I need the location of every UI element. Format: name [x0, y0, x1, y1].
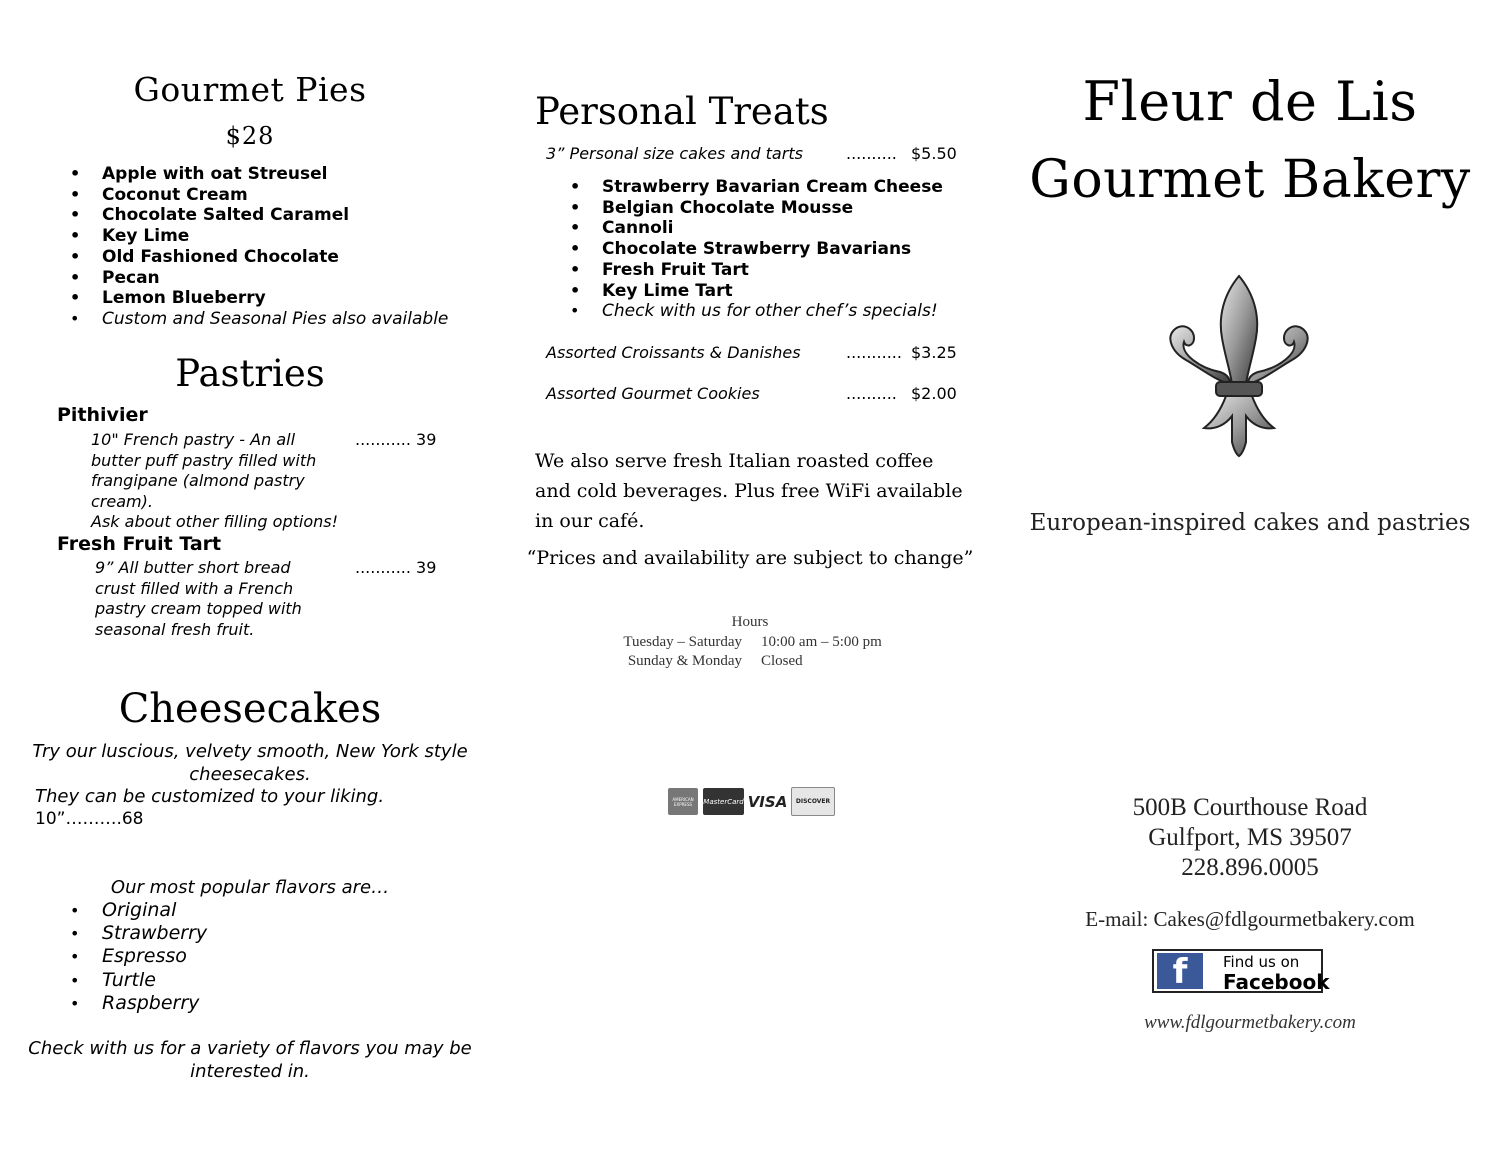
pie-name: Key Lime	[102, 226, 190, 247]
list-item: • Coconut Cream	[70, 184, 248, 205]
croissants-price: $3.25	[911, 343, 957, 362]
treat-name: Belgian Chocolate Mousse	[602, 197, 854, 218]
facebook-icon: f	[1157, 953, 1203, 989]
list-item: • Lemon Blueberry	[70, 288, 266, 309]
visa-card-icon: VISA	[749, 788, 786, 815]
list-item: • Pecan	[70, 267, 160, 288]
pies-price: $28	[225, 122, 275, 150]
list-item: • Raspberry	[70, 991, 200, 1014]
price-value: 39	[416, 558, 437, 577]
hours-days-text: Sunday & Monday	[627, 653, 742, 669]
email-link[interactable]: E-mail: Cakes@fdlgourmetbakery.com	[1085, 907, 1415, 931]
price-leader: ...........	[355, 558, 411, 577]
coffee-note: We also serve fresh Italian roasted coffee and cold beverages. Plus free WiFi available in our café.	[535, 450, 963, 532]
popular-flavors-intro: Our most popular flavors are…	[110, 877, 390, 898]
tagline: European-inspired cakes and pastries	[1029, 510, 1471, 536]
address	[1000, 793, 1500, 883]
list-item: • Original	[70, 899, 177, 921]
flavor-name: Raspberry	[102, 991, 200, 1014]
cheesecakes-heading: Cheesecakes	[118, 686, 382, 732]
list-item: • Turtle	[70, 968, 156, 991]
treat-name: Chocolate Strawberry Bavarians	[602, 239, 912, 260]
prices-disclaimer: “Prices and availability are subject to change”	[526, 547, 974, 569]
flavor-name: Espresso	[102, 945, 187, 968]
cheesecakes-intro: Try our luscious, velvety smooth, New York style cheesecakes.	[32, 741, 468, 785]
check-flavors-note: Check with us for a variety of flavors you may be interested in.	[28, 1038, 472, 1082]
list-item: • Old Fashioned Chocolate	[70, 246, 339, 267]
pithivier-note: Ask about other filling options!	[91, 512, 338, 531]
facebook-button[interactable]	[1152, 949, 1330, 994]
gourmet-pies-heading: Gourmet Pies	[133, 70, 367, 109]
pithivier-description: 10" French pastry - An all butter puff pastry filled with frangipane (almond pastry cream).	[91, 430, 317, 511]
list-item: • Strawberry	[70, 922, 208, 945]
facebook-line-1: Find us on	[1223, 953, 1300, 971]
list-item: • Apple with oat Streusel	[70, 164, 328, 184]
brand-subtitle: Gourmet Bakery	[1029, 150, 1471, 210]
treat-name: Key Lime Tart	[602, 280, 733, 301]
brand-title: Fleur de Lis	[1082, 70, 1418, 133]
pie-name: Pecan	[102, 267, 160, 288]
pies-note: Custom and Seasonal Pies also available	[102, 308, 449, 329]
website-link[interactable]: www.fdlgourmetbakery.com	[1144, 1012, 1356, 1033]
cookies-label: Assorted Gourmet Cookies	[546, 384, 760, 403]
treat-name: Strawberry Bavarian Cream Cheese	[602, 177, 943, 197]
price-leader: ...........	[355, 430, 411, 449]
mastercard-icon: MasterCard	[703, 788, 744, 815]
treats-list	[570, 177, 943, 322]
payment-cards	[668, 787, 835, 816]
personal-size-label: 3” Personal size cakes and tarts	[546, 144, 803, 163]
pie-name: Old Fashioned Chocolate	[102, 246, 339, 267]
list-item: • Espresso	[70, 945, 187, 968]
price-leader: ..........	[846, 144, 897, 163]
fruit-tart-price	[355, 558, 436, 577]
hours-days	[540, 634, 742, 652]
cookies-row	[546, 384, 957, 403]
amex-card-icon: AMERICAN EXPRESS	[668, 788, 698, 815]
cheesecakes-custom-note: They can be customized to your liking.	[35, 786, 385, 807]
pie-name: Apple with oat Streusel	[102, 164, 328, 184]
fleur-de-lis-icon	[1160, 272, 1318, 458]
pithivier-price	[355, 430, 436, 449]
list-item: • Chocolate Strawberry Bavarians	[570, 239, 912, 260]
pastries-heading: Pastries	[175, 352, 325, 395]
flavor-name: Turtle	[102, 968, 156, 991]
hours-title: Hours	[731, 614, 769, 630]
hours-days	[540, 653, 742, 671]
fruit-tart-name: Fresh Fruit Tart	[57, 533, 222, 555]
personal-size-row	[546, 144, 957, 163]
flavors-list	[70, 899, 208, 1015]
cookies-price: $2.00	[911, 384, 957, 403]
address-line-2: Gulfport, MS 39507	[1148, 824, 1352, 851]
price-value: 39	[416, 430, 437, 449]
list-item: • Custom and Seasonal Pies also available	[70, 308, 449, 329]
cheesecakes-price: 10”……….68	[35, 809, 144, 829]
address-line-1: 500B Courthouse Road	[1132, 794, 1368, 821]
facebook-line-2: Facebook	[1223, 970, 1330, 994]
list-item: • Belgian Chocolate Mousse	[570, 197, 854, 218]
treat-name: Fresh Fruit Tart	[602, 259, 749, 280]
hours-time: Closed	[761, 653, 803, 669]
phone-number: 228.896.0005	[1181, 854, 1319, 881]
pie-name: Lemon Blueberry	[102, 288, 266, 309]
list-item: • Key Lime Tart	[570, 280, 733, 301]
price-leader: ...........	[846, 343, 902, 362]
pie-name: Coconut Cream	[102, 184, 248, 205]
pithivier-name: Pithivier	[57, 404, 148, 426]
list-item: • Chocolate Salted Caramel	[70, 205, 350, 226]
fruit-tart-description: 9” All butter short bread crust filled with a French pastry cream topped with seasonal fresh fruit.	[95, 558, 302, 639]
personal-size-price: $5.50	[911, 144, 957, 163]
personal-treats-heading: Personal Treats	[535, 90, 829, 133]
list-item: • Cannoli	[570, 218, 674, 239]
treat-name: Cannoli	[602, 218, 674, 239]
hours-time: 10:00 am – 5:00 pm	[761, 634, 882, 650]
list-item: • Fresh Fruit Tart	[570, 259, 749, 280]
list-item: • Check with us for other chef’s specials!	[570, 301, 938, 322]
pies-list	[70, 164, 449, 330]
list-item: • Key Lime	[70, 226, 190, 247]
discover-card-icon: DISCOVER	[791, 787, 835, 816]
price-leader: ..........	[846, 384, 897, 403]
croissants-label: Assorted Croissants & Danishes	[546, 343, 801, 362]
treats-note: Check with us for other chef’s specials!	[602, 301, 938, 322]
croissants-row	[546, 343, 957, 362]
flavor-name: Strawberry	[102, 922, 208, 945]
list-item: • Strawberry Bavarian Cream Cheese	[570, 177, 943, 197]
hours-days-text: Tuesday – Saturday	[623, 634, 742, 650]
pie-name: Chocolate Salted Caramel	[102, 205, 350, 226]
flavor-name: Original	[102, 899, 177, 921]
